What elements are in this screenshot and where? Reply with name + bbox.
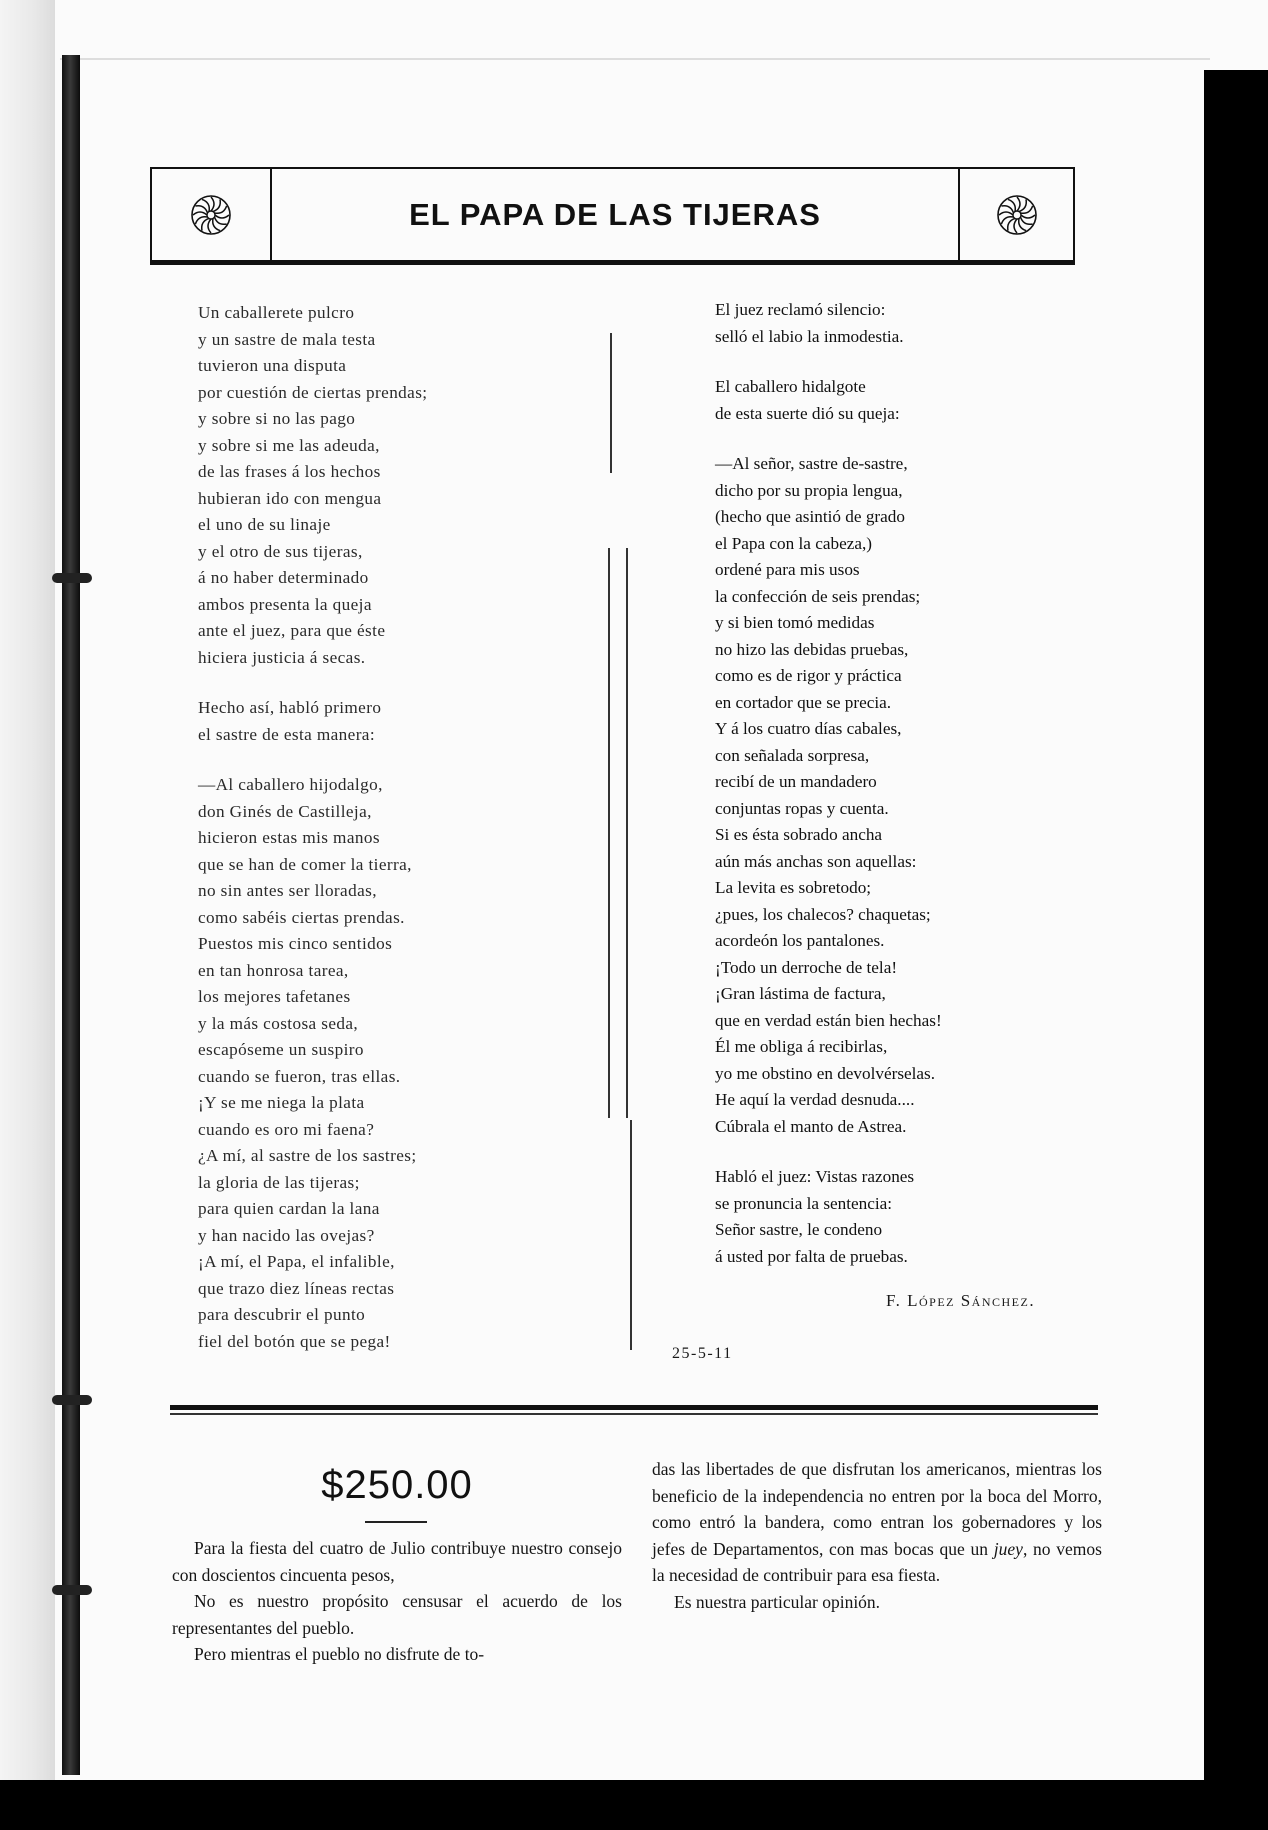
poem-line: el sastre de esta manera: [198, 724, 376, 744]
poem-line: y el otro de sus tijeras, [198, 541, 363, 561]
article-column-left [172, 1535, 622, 1668]
poem-line: ¿A mí, al sastre de los sastres; [198, 1146, 417, 1165]
author-initial: F. [886, 1291, 902, 1310]
poem-column-left [198, 300, 427, 1355]
poem-line: —Al señor, sastre de-sastre, [715, 454, 908, 473]
rosette-ornament-icon [189, 193, 233, 237]
poem-line: para quien cardan la lana [198, 1199, 380, 1218]
author-signature [886, 1291, 1035, 1311]
poem-line: que trazo diez líneas rectas [198, 1278, 395, 1298]
stanza-break [715, 427, 942, 451]
binding-knot [52, 1395, 92, 1405]
poem-line: como sabéis ciertas prendas. [198, 907, 405, 927]
poem-line: Cúbrala el manto de Astrea. [715, 1116, 907, 1136]
binding-knot [52, 1585, 92, 1595]
column-divider [630, 1120, 632, 1350]
article-paragraph: Pero mientras el pueblo no disfrute de to- [194, 1644, 485, 1664]
poem-line: Y á los cuatro días cabales, [715, 719, 902, 738]
poem-line: (hecho que asintió de grado [715, 507, 905, 526]
banner-left-cell [152, 169, 272, 260]
binding-spine [62, 55, 80, 1775]
poem-line: Habló el juez: Vistas razones [715, 1167, 915, 1186]
poem-line: He aquí la verdad desnuda.... [715, 1090, 915, 1109]
poem-line: y si bien tomó medidas [715, 613, 875, 632]
poem-line: y han nacido las ovejas? [198, 1225, 375, 1245]
poem-line: tuvieron una disputa [198, 356, 347, 375]
poem-line: con señalada sorpresa, [715, 745, 870, 765]
poem-line: en tan honrosa tarea, [198, 960, 349, 980]
poem-line: ambos presenta la queja [198, 594, 372, 614]
article-title: EL PAPA DE LAS TIJERAS [409, 196, 821, 232]
poem-line: Señor sastre, le condeno [715, 1220, 883, 1239]
scan-border-bottom [0, 1780, 1268, 1828]
poem-line: el Papa con la cabeza,) [715, 533, 872, 553]
poem-line: que se han de comer la tierra, [198, 854, 412, 874]
poem-line: para descubrir el punto [198, 1305, 366, 1324]
poem-line: en cortador que se precia. [715, 692, 892, 712]
poem-line: y sobre si me las adeuda, [198, 435, 380, 455]
poem-line: Un caballerete pulcro [198, 303, 355, 322]
article-paragraph: Es nuestra particular opinión. [674, 1591, 881, 1612]
poem-line: El juez reclamó silencio: [715, 300, 886, 319]
banner-right-cell [958, 169, 1073, 260]
poem-line: ¡Todo un derroche de tela! [715, 957, 898, 977]
poem-line: á usted por falta de pruebas. [715, 1246, 908, 1266]
price-headline: $250.00 [321, 1463, 473, 1507]
poem-line: de las frases á los hechos [198, 462, 381, 481]
article-text: , no vemos la necesidad de contribuir para esa fiesta. [652, 1538, 1102, 1585]
poem-line: cuando se fueron, tras ellas. [198, 1066, 401, 1086]
poem-line: ¡A mí, el Papa, el infalible, [198, 1252, 395, 1271]
poem-line: no hizo las debidas pruebas, [715, 639, 909, 659]
poem-line: El caballero hidalgote [715, 377, 866, 396]
poem-line: selló el labio la inmodestia. [715, 326, 904, 346]
poem-line: recibí de un mandadero [715, 772, 877, 791]
headline-underline [365, 1521, 427, 1523]
poem-line: Hecho así, habló primero [198, 698, 382, 717]
section-rule-thin [170, 1413, 1098, 1415]
section-rule [170, 1405, 1098, 1410]
poem-line: aún más anchas son aquellas: [715, 851, 917, 871]
poem-line: —Al caballero hijodalgo, [198, 775, 383, 794]
page-gutter [0, 0, 55, 1828]
poem-line: la gloria de las tijeras; [198, 1172, 360, 1192]
poem-line: ¡Gran lástima de factura, [715, 984, 886, 1003]
page-top-edge [60, 58, 1210, 60]
poem-line: escapóseme un suspiro [198, 1040, 364, 1059]
poem-line: Él me obliga á recibirlas, [715, 1037, 888, 1056]
poem-line: dicho por su propia lengua, [715, 480, 903, 500]
poem-date: 25-5-11 [672, 1345, 733, 1362]
title-banner [150, 167, 1075, 265]
poem-line: á no haber determinado [198, 568, 369, 587]
article-italic-word: juey [993, 1538, 1023, 1559]
stanza-break [198, 748, 427, 772]
poem-line: don Ginés de Castilleja, [198, 801, 372, 821]
article-paragraph: No es nuestro propósito censusar el acuerdo de los representantes del pueblo. [172, 1591, 622, 1638]
poem-line: Si es ésta sobrado ancha [715, 825, 883, 844]
poem-line: la confección de seis prendas; [715, 586, 921, 606]
poem-line: se pronuncia la sentencia: [715, 1193, 893, 1213]
binding-knot [52, 573, 92, 583]
poem-line: y la más costosa seda, [198, 1013, 359, 1033]
poem-line: no sin antes ser lloradas, [198, 881, 377, 900]
poem-line: de esta suerte dió su queja: [715, 403, 900, 423]
poem-line: hiciera justicia á secas. [198, 647, 366, 667]
scan-border-right [1204, 70, 1268, 1830]
column-divider [626, 548, 628, 1118]
poem-line: ordené para mis usos [715, 560, 860, 579]
poem-line: ante el juez, para que éste [198, 621, 386, 640]
article-text: das las libertades de que disfrutan los americanos, mientras los beneficio de la independencia no entren por la boca del Morro, como entró la bandera, como entran los gobernadores y los jefes de Departamentos, con mas bocas que un [652, 1459, 1102, 1559]
poem-line: como es de rigor y práctica [715, 666, 902, 685]
poem-line: y sobre si no las pago [198, 409, 356, 428]
author-name: López Sánchez. [907, 1291, 1036, 1310]
rosette-ornament-icon [995, 193, 1039, 237]
poem-line: yo me obstino en devolvérselas. [715, 1063, 936, 1083]
poem-line: acordeón los pantalones. [715, 931, 885, 950]
poem-line: que en verdad están bien hechas! [715, 1010, 942, 1030]
stanza-break [715, 1140, 942, 1164]
poem-line: conjuntas ropas y cuenta. [715, 798, 889, 818]
poem-line: por cuestión de ciertas prendas; [198, 382, 428, 402]
poem-line: hicieron estas mis manos [198, 828, 380, 847]
poem-line: fiel del botón que se pega! [198, 1331, 391, 1351]
article-column-right [652, 1456, 1102, 1615]
poem-line: los mejores tafetanes [198, 987, 351, 1006]
poem-line: cuando es oro mi faena? [198, 1119, 375, 1139]
poem-line: ¡Y se me niega la plata [198, 1093, 365, 1112]
poem-line: hubieran ido con mengua [198, 488, 382, 508]
poem-line: y un sastre de mala testa [198, 329, 376, 349]
poem-line: el uno de su linaje [198, 515, 331, 534]
article-paragraph: Para la fiesta del cuatro de Julio contribuye nuestro consejo con doscientos cincuenta pesos, [172, 1538, 622, 1585]
column-divider [610, 333, 612, 473]
poem-line: Puestos mis cinco sentidos [198, 934, 393, 953]
poem-column-right [715, 297, 942, 1270]
column-divider [608, 548, 610, 1118]
poem-line: ¿pues, los chalecos? chaquetas; [715, 904, 931, 924]
stanza-break [198, 671, 427, 695]
stanza-break [715, 350, 942, 374]
poem-line: La levita es sobretodo; [715, 878, 872, 897]
article-paragraph [652, 1456, 1102, 1589]
